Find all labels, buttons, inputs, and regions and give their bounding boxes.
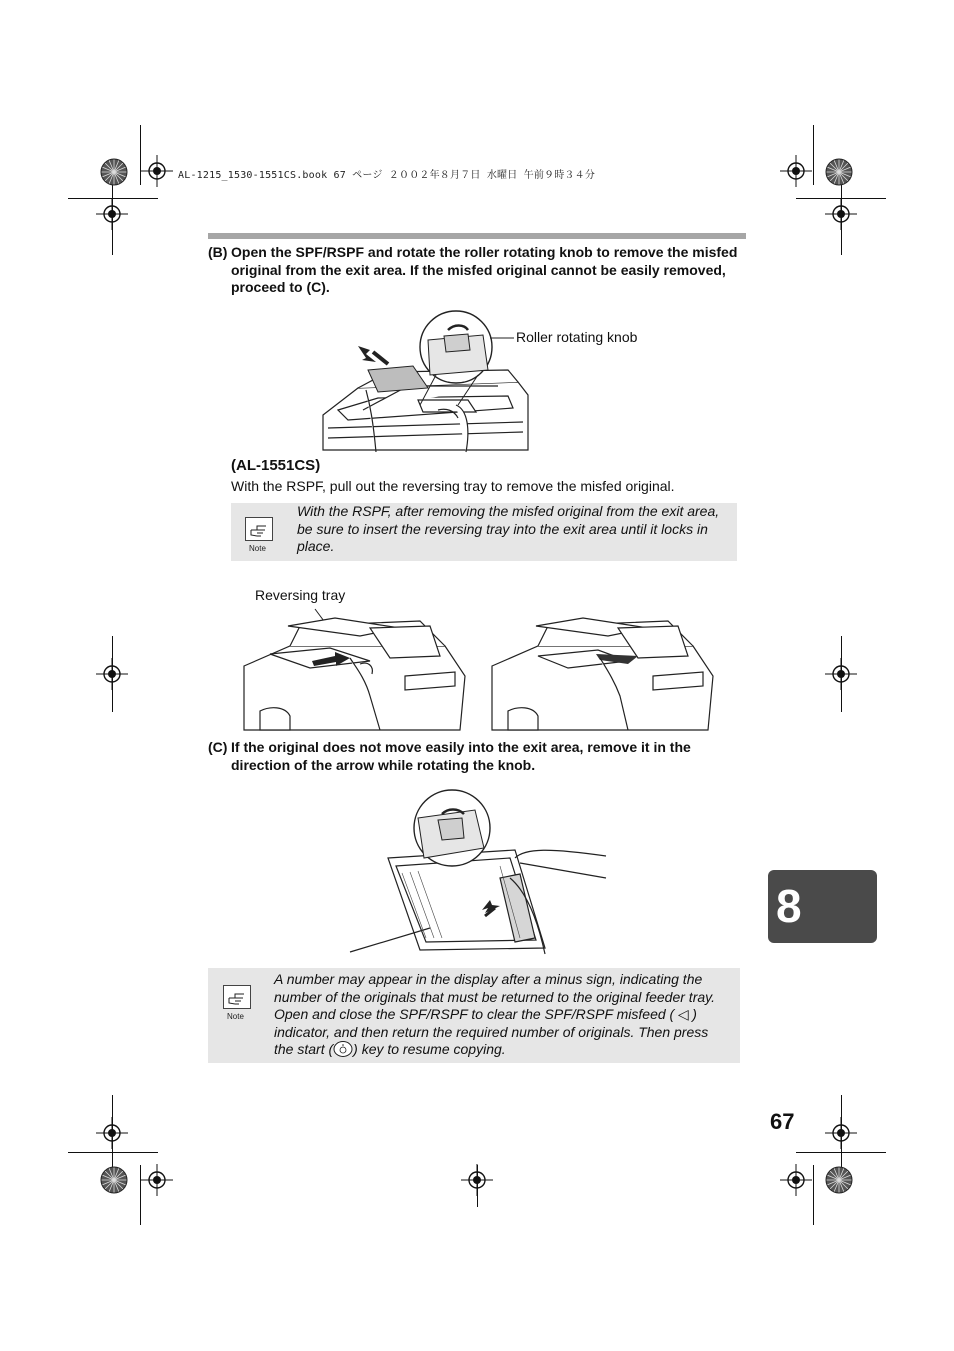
note-box-2: [208, 968, 740, 1063]
note-2-line-3a: Open and close the SPF/RSPF to clear the SPF/RSPF misfeed (: [274, 1006, 675, 1022]
print-header: AL-1215_1530-1551CS.book 67 ページ ２００２年８月７日 水曜日 午前９時３４分: [178, 170, 596, 181]
figure-reversing-tray-in: [488, 616, 718, 730]
figure-reversing-tray-out: [240, 606, 470, 730]
section-rule: [208, 233, 746, 239]
step-b-text: Open the SPF/RSPF and rotate the roller rotating knob to remove the misfed original from the exit area. If the misfed original cannot be easily removed, proceed to (C).: [231, 244, 738, 295]
note-2-line-3b: ): [692, 1006, 697, 1022]
step-b-label: (B): [208, 244, 228, 260]
note-2-line-1: A number may appear in the display after a minus sign, indicating the: [274, 971, 703, 987]
note-label: Note: [249, 544, 266, 553]
note-2-line-5b: ) key to resume copying.: [353, 1041, 506, 1057]
note-2-line-4: indicator, and then return the required number of originals. Then press: [274, 1023, 709, 1040]
note-2-line-2: number of the originals that must be returned to the original feeder tray.: [274, 988, 715, 1005]
chapter-number: 8: [776, 880, 802, 932]
chapter-tab: [768, 870, 877, 943]
model-body: With the RSPF, pull out the reversing tray to remove the misfed original.: [231, 478, 675, 494]
page-number: 67: [770, 1109, 795, 1134]
note-pointing-hand-icon: [245, 517, 273, 541]
note-2-line-5a: the start (: [274, 1041, 334, 1057]
figure-roller-knob: [318, 310, 533, 452]
reversing-tray-callout: Reversing tray: [255, 587, 346, 603]
step-c-label: (C): [208, 739, 228, 755]
note-label-2: Note: [227, 1012, 244, 1021]
note-1-text: With the RSPF, after removing the misfed original from the exit area, be sure to insert the reversing tray into the exit area until it locks in place.: [297, 503, 720, 554]
step-b: [208, 244, 743, 300]
figure-remove-original: [350, 788, 610, 954]
note-2-text: [274, 971, 736, 1059]
note-pointing-hand-icon-2: [223, 985, 251, 1009]
misfeed-triangle-icon: ◁: [677, 1006, 689, 1022]
step-c: [208, 739, 743, 777]
note-2-line-3: [274, 1006, 736, 1024]
roller-knob-callout: Roller rotating knob: [516, 329, 638, 345]
note-box-1: [231, 503, 737, 561]
model-heading: (AL-1551CS): [231, 457, 321, 474]
note-2-line-5: [274, 1041, 736, 1059]
step-c-text: If the original does not move easily into the exit area, remove it in the direction of the arrow while rotating the knob.: [231, 739, 691, 773]
start-key-icon: [333, 1041, 353, 1057]
